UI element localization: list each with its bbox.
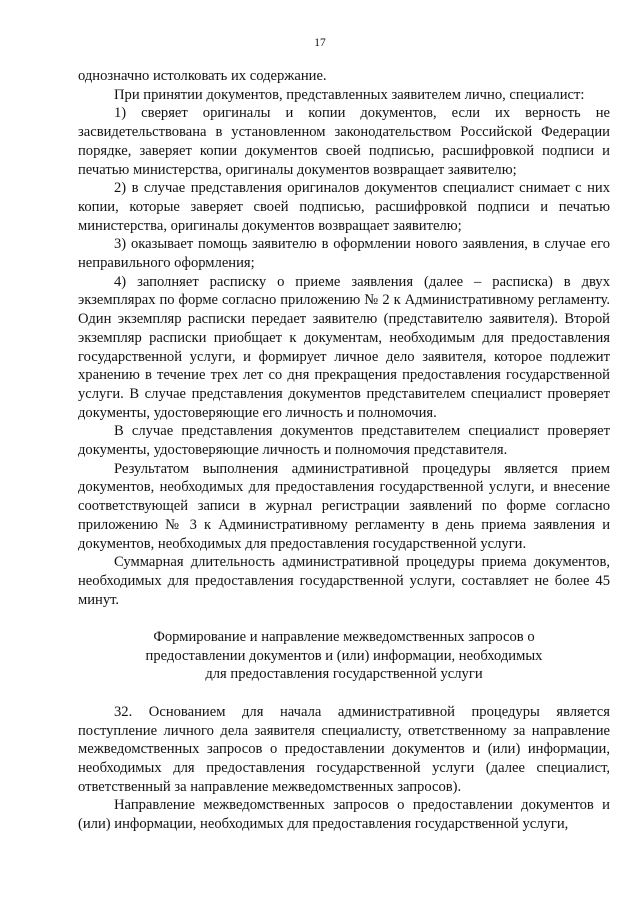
paragraph-result: Результатом выполнения административной процедуры является прием документов, необходимых для предоставления государственной услуги, и внесение соответствующей записи в журнал регистрации заявлений по форме согласно приложению № 3 к Административному регламенту в день приема заявления и документов, необходимых для предоставления государственной услуги. xyxy=(78,460,610,552)
section-heading-line-2: предоставлении документов и (или) информации, необходимых xyxy=(145,647,543,664)
paragraph-requests: Направление межведомственных запросов о предоставлении документов и (или) информации, необходимых для предоставления государственной услуги, xyxy=(78,797,610,833)
list-item-1: 1) сверяет оригиналы и копии документов, если их верность не засвидетельствована в установленном законодательством Российской Федерации порядке, заверяет копии документов своей подписью, расшифровкой подписи и печатью министерства, оригиналы документов возвращает заявителю; xyxy=(78,105,610,178)
paragraph-representative: В случае представления документов представителем специалист проверяет документы, удостоверяющие личность и полномочия представителя. xyxy=(78,423,610,459)
page-number: 17 xyxy=(314,37,326,49)
paragraph-duration: Суммарная длительность административной процедуры приема документов, необходимых для предоставления государственной услуги, составляет не более 45 минут. xyxy=(78,554,610,608)
paragraph-intro: При принятии документов, представленных заявителем лично, специалист: xyxy=(114,86,585,103)
document-body xyxy=(78,67,610,834)
list-item-4: 4) заполняет расписку о приеме заявления (далее – расписка) в двух экземплярах по форме согласно приложению № 2 к Административному регламенту. Один экземпляр расписки передает заявителю (представителю заявителя). Второй экземпляр расписки приобщает к документам, необходимым для предоставления государственной услуги, и формирует личное дело заявителя, которое подлежит хранению в течение трех лет со дня прекращения предоставления государственной услуги. В случае представления документов представителем специалист проверяет документы, удостоверяющие его личность и полномочия. xyxy=(78,273,610,421)
paragraph-32: 32. Основанием для начала административной процедуры является поступление личного дела заявителя специалисту, ответственному за направление межведомственных запросов о предоставлении документов и (или) информации, необходимых для предоставления государственной услуги (далее специалист, ответственный за направление межведомственных запросов). xyxy=(78,703,610,795)
section-heading-line-1: Формирование и направление межведомственных запросов о xyxy=(153,629,535,646)
section-heading-line-3: для предоставления государственной услуги xyxy=(205,666,483,683)
paragraph-continuation: однозначно истолковать их содержание. xyxy=(78,68,327,84)
list-item-3: 3) оказывает помощь заявителю в оформлении нового заявления, в случае его неправильного оформления; xyxy=(78,236,610,272)
list-item-2: 2) в случае представления оригиналов документов специалист снимает с них копии, которые заверяет своей подписью, расшифровкой подписи и печатью министерства, оригиналы документов возвращает заявителю; xyxy=(78,180,610,234)
